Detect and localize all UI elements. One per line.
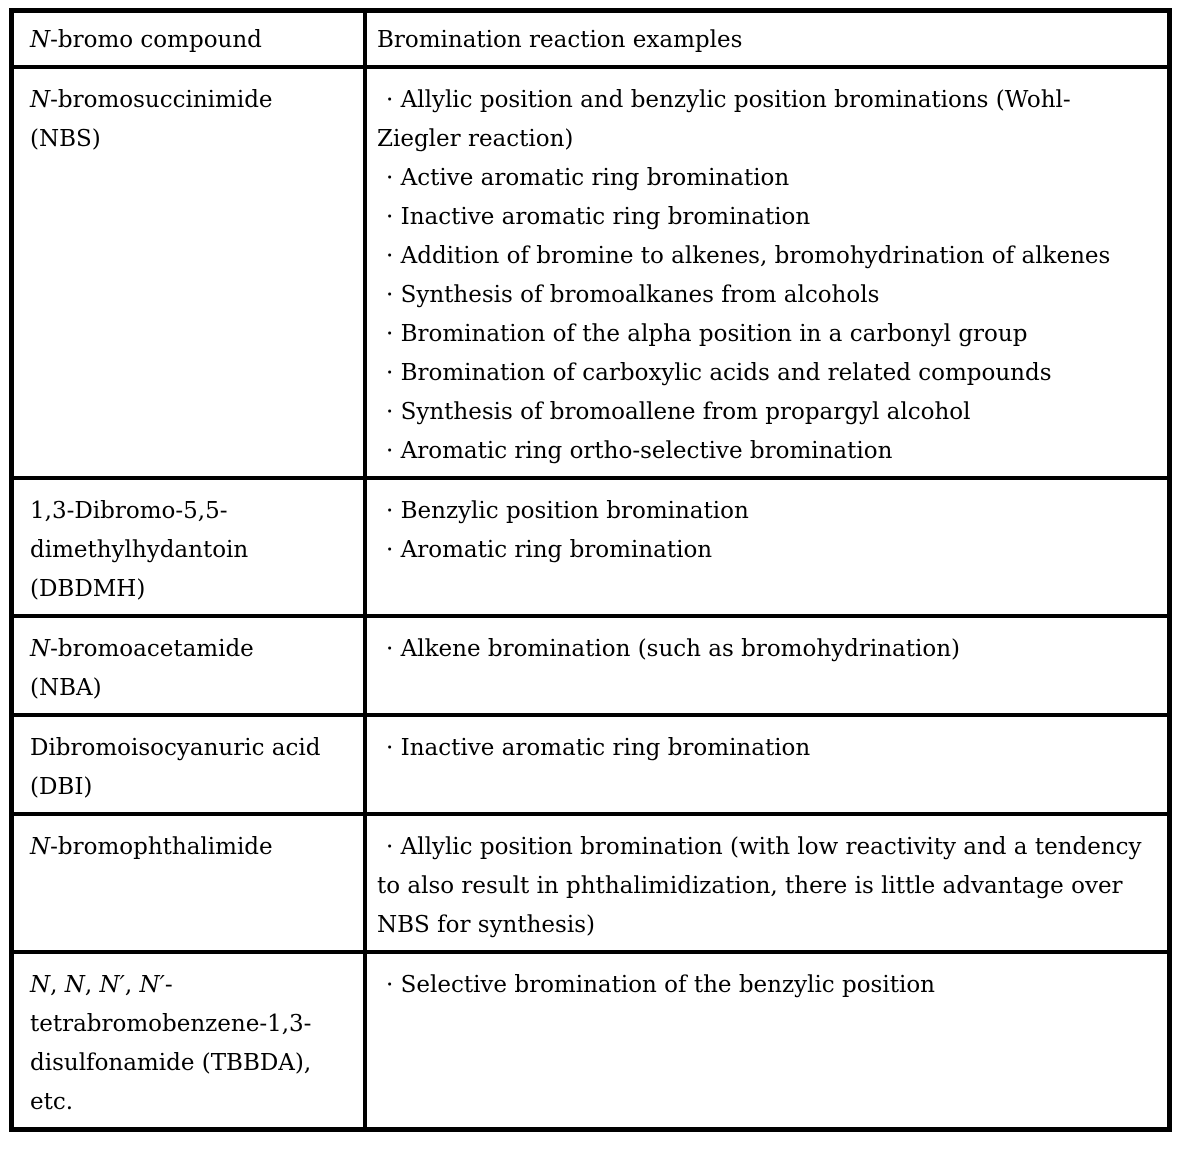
bullet-item: · Synthesis of bromoallene from propargyl alcohol [386,399,971,425]
table-header-row [14,13,1167,65]
compound-text-segment: - [164,972,173,998]
compound-line [30,966,353,1005]
compound-italic-segment: N′ [139,972,165,998]
table-body [14,65,1167,1127]
compound-line [30,492,353,531]
compound-text-segment: (NBA) [30,675,102,701]
table-row-3 [14,713,1167,812]
compound-line [30,1044,353,1083]
bullet-item: · Bromination of carboxylic acids and related compounds [386,360,1052,386]
compound-text-segment: disulfonamide (TBBDA), [30,1050,312,1076]
table-row-2 [14,614,1167,713]
compound-text-segment: , [84,972,100,998]
table-row-5 [14,950,1167,1127]
compound-text-segment: -bromophthalimide [50,834,273,860]
compound-line [30,531,353,570]
examples-cell [367,954,1167,1127]
compound-text-segment: (DBI) [30,774,93,800]
bullet-item: · Bromination of the alpha position in a carbonyl group [386,321,1028,347]
table-row-0 [14,65,1167,476]
compound-text-segment: Dibromoisocyanuric acid [30,735,321,761]
compound-line [30,570,353,609]
compound-text-segment: dimethylhydantoin [30,537,249,563]
bullet-item: · Addition of bromine to alkenes, bromohydrination of alkenes [386,243,1111,269]
compound-text-segment: tetrabromobenzene-1,3- [30,1011,312,1037]
compound-italic-segment: N [30,972,51,998]
bullet-item: · Benzylic position bromination [386,498,749,524]
header-compound-label: -bromo compound [50,27,262,53]
compound-cell [14,618,367,713]
compound-cell [14,69,367,476]
examples-cell [367,816,1167,950]
bullet-item: · Aromatic ring bromination [386,537,713,563]
compound-text-segment: , [124,972,140,998]
compound-text-segment: -bromoacetamide [50,636,254,662]
compound-cell [14,816,367,950]
compound-italic-segment: N [30,87,51,113]
examples-cell [367,480,1167,614]
compound-italic-segment: N [30,636,51,662]
header-examples-label: Bromination reaction examples [377,27,743,53]
compound-line [30,729,353,768]
compound-text-segment: -bromosuccinimide [50,87,273,113]
compound-line [30,1005,353,1044]
compound-italic-segment: N [64,972,85,998]
compound-cell [14,480,367,614]
examples-cell [367,717,1167,812]
header-compound-italic: N [30,27,51,53]
bullet-item: · Allylic position bromination (with low reactivity and a tendency to also result in phthalimidization, there is little advantage over NBS for synthesis) [377,834,1142,938]
compound-cell [14,954,367,1127]
bullet-item: · Inactive aromatic ring bromination [386,735,811,761]
compound-text-segment: 1,3-Dibromo-5,5- [30,498,228,524]
compound-text-segment: etc. [30,1089,74,1115]
compound-line [30,630,353,669]
compound-italic-segment: N [30,834,51,860]
compound-text-segment: , [50,972,65,998]
header-compound-cell [14,13,367,65]
compound-line [30,768,353,807]
bullet-item: · Allylic position and benzylic position brominations (Wohl-Ziegler reaction) [377,87,1071,152]
compound-line [30,81,353,120]
compound-line [30,828,353,867]
table-row-4 [14,812,1167,950]
compound-italic-segment: N′ [99,972,125,998]
compound-line [30,120,353,159]
bullet-item: · Aromatic ring ortho-selective bromination [386,438,893,464]
compound-line [30,1083,353,1122]
bullet-item: · Synthesis of bromoalkanes from alcohols [386,282,880,308]
compound-line [30,669,353,708]
compound-text-segment: (NBS) [30,126,101,152]
compound-cell [14,717,367,812]
bullet-item: · Alkene bromination (such as bromohydrination) [386,636,960,662]
bullet-item: · Selective bromination of the benzylic position [386,972,935,998]
examples-cell [367,618,1167,713]
bullet-item: · Active aromatic ring bromination [386,165,790,191]
table-row-1 [14,476,1167,614]
header-examples-cell [367,13,1167,65]
bullet-item: · Inactive aromatic ring bromination [386,204,811,230]
bromination-table [9,8,1172,1132]
compound-text-segment: (DBDMH) [30,576,146,602]
examples-cell [367,69,1167,476]
